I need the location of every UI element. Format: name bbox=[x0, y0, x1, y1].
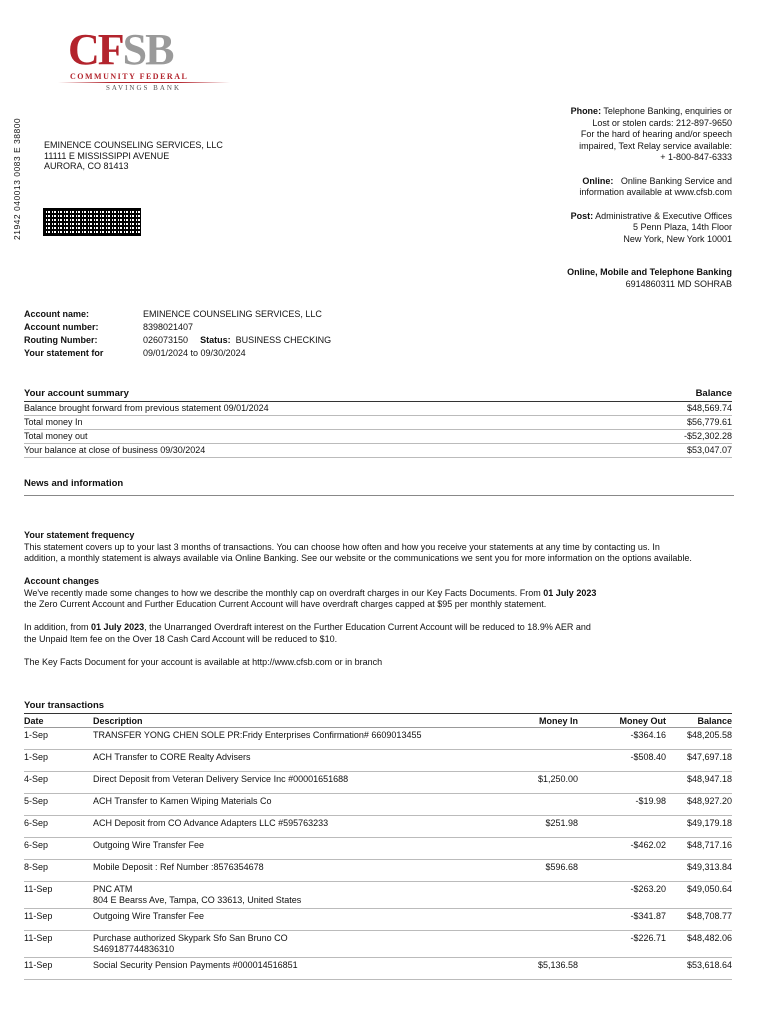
desc-line1: ACH Transfer to Kamen Wiping Materials Co bbox=[93, 796, 272, 806]
account-changes bbox=[24, 576, 736, 668]
account-status: BUSINESS CHECKING bbox=[235, 335, 332, 345]
desc-line1: Direct Deposit from Veteran Delivery Service Inc #00001651688 bbox=[93, 774, 349, 784]
cell-balance: $47,697.18 bbox=[666, 750, 732, 772]
desc-line1: TRANSFER YONG CHEN SOLE PR:Fridy Enterprises Confirmation# 6609013455 bbox=[93, 730, 422, 740]
changes-date-1: 01 July 2023 bbox=[543, 587, 597, 598]
frequency-text-1: This statement covers up to your last 3 months of transactions. You can choose how often and how you receive your statements at any time by contacting us. In bbox=[24, 541, 660, 552]
phone-label: Phone: bbox=[570, 106, 602, 116]
col-money-in: Money In bbox=[493, 714, 578, 728]
cell-out bbox=[578, 816, 666, 838]
cell-date: 8-Sep bbox=[24, 860, 93, 882]
summary-row bbox=[24, 444, 732, 458]
statement-frequency bbox=[24, 530, 736, 565]
cell-date: 1-Sep bbox=[24, 750, 93, 772]
cell-in: $251.98 bbox=[493, 816, 578, 838]
desc-line1: PNC ATM bbox=[93, 884, 133, 894]
cell-desc bbox=[93, 931, 493, 958]
phone-line5: + 1-800-847-6333 bbox=[660, 152, 732, 162]
table-row bbox=[24, 728, 732, 750]
contact-post bbox=[512, 211, 732, 246]
cell-balance: $48,927.20 bbox=[666, 794, 732, 816]
cell-balance: $48,717.16 bbox=[666, 838, 732, 860]
online-line1: Online Banking Service and bbox=[620, 175, 732, 186]
cell-out: -$364.16 bbox=[578, 728, 666, 750]
cell-desc bbox=[93, 838, 493, 860]
summary-value: $53,047.07 bbox=[686, 445, 732, 455]
table-row bbox=[24, 750, 732, 772]
cell-out: -$226.71 bbox=[578, 931, 666, 958]
cell-out: -$508.40 bbox=[578, 750, 666, 772]
changes-text-1c: the Zero Current Account and Further Education Current Account will have overdraft charges capped at $95 per monthly statement. bbox=[24, 599, 547, 609]
cell-in bbox=[493, 909, 578, 931]
post-line1: Administrative & Executive Offices bbox=[595, 210, 732, 221]
logo-rule bbox=[58, 82, 230, 83]
col-money-out: Money Out bbox=[578, 714, 666, 728]
contact-info bbox=[512, 106, 732, 290]
table-row bbox=[24, 958, 732, 980]
cell-in bbox=[493, 728, 578, 750]
phone-line1: Telephone Banking, enquiries or bbox=[603, 106, 732, 116]
cell-out: -$341.87 bbox=[578, 909, 666, 931]
changes-text-1a: We've recently made some changes to how we describe the monthly cap on overdraft charges in our Key Facts Documents. From bbox=[24, 587, 544, 598]
status-label: Status: bbox=[200, 335, 231, 345]
table-row bbox=[24, 794, 732, 816]
col-balance: Balance bbox=[666, 714, 732, 728]
account-name: EMINENCE COUNSELING SERVICES, LLC bbox=[143, 309, 322, 319]
cell-out bbox=[578, 860, 666, 882]
cell-date: 11-Sep bbox=[24, 882, 93, 909]
summary-value: -$52,302.28 bbox=[683, 431, 732, 441]
transactions-body bbox=[24, 728, 732, 980]
address-city: AURORA, CO 81413 bbox=[44, 161, 129, 171]
cell-out bbox=[578, 958, 666, 980]
desc-line1: Mobile Deposit : Ref Number :8576354678 bbox=[93, 862, 264, 872]
summary-row bbox=[24, 430, 732, 444]
cell-date: 5-Sep bbox=[24, 794, 93, 816]
cell-in: $5,136.58 bbox=[493, 958, 578, 980]
table-header bbox=[24, 714, 732, 728]
summary-row bbox=[24, 416, 732, 430]
cell-in bbox=[493, 838, 578, 860]
desc-line1: Outgoing Wire Transfer Fee bbox=[93, 911, 205, 921]
cell-in bbox=[493, 882, 578, 909]
cell-desc bbox=[93, 860, 493, 882]
cell-in: $596.68 bbox=[493, 860, 578, 882]
account-name-label: Account name: bbox=[24, 309, 90, 319]
contact-phone bbox=[512, 106, 732, 164]
table-row bbox=[24, 838, 732, 860]
desc-line2: 804 E Bearss Ave, Tampa, CO 33613, United States bbox=[93, 895, 302, 905]
postal-barcode bbox=[43, 208, 141, 236]
summary-label: Balance brought forward from previous statement 09/01/2024 bbox=[24, 403, 269, 413]
account-number: 8398021407 bbox=[143, 322, 194, 332]
online-line2: information available at www.cfsb.com bbox=[579, 187, 732, 197]
table-row bbox=[24, 909, 732, 931]
changes-text-2a: In addition, from bbox=[24, 622, 92, 632]
changes-text-2d: the Unpaid Item fee on the Over 18 Cash Card Account will be reduced to $10. bbox=[24, 633, 338, 644]
account-details bbox=[24, 308, 364, 360]
logo-cf: CF bbox=[68, 25, 123, 74]
cell-in bbox=[493, 750, 578, 772]
cell-desc bbox=[93, 728, 493, 750]
desc-line1: ACH Deposit from CO Advance Adapters LLC #595763233 bbox=[93, 818, 329, 828]
summary-row bbox=[24, 402, 732, 416]
cell-desc bbox=[93, 882, 493, 909]
cell-desc bbox=[93, 750, 493, 772]
cell-in: $1,250.00 bbox=[493, 772, 578, 794]
summary-value: $48,569.74 bbox=[686, 403, 732, 413]
transactions bbox=[24, 700, 732, 980]
summary-label: Your balance at close of business 09/30/2024 bbox=[24, 445, 206, 455]
address-name: EMINENCE COUNSELING SERVICES, LLC bbox=[44, 140, 223, 150]
phone-line4: impaired, Text Relay service available: bbox=[579, 140, 732, 151]
summary-title: Your account summary bbox=[24, 388, 129, 399]
bank-logo bbox=[40, 25, 240, 98]
statement-period-label: Your statement for bbox=[24, 348, 104, 358]
transactions-table bbox=[24, 713, 732, 980]
phone-line3: For the hard of hearing and/or speech bbox=[580, 129, 732, 139]
cell-in bbox=[493, 794, 578, 816]
desc-line2: S469187744836310 bbox=[93, 944, 175, 954]
cell-desc bbox=[93, 958, 493, 980]
cell-balance: $48,482.06 bbox=[666, 931, 732, 958]
cell-balance: $49,050.64 bbox=[666, 882, 732, 909]
cell-out: -$263.20 bbox=[578, 882, 666, 909]
summary-label: Total money out bbox=[24, 431, 88, 441]
address-street: 11111 E MISSISSIPPI AVENUE bbox=[44, 150, 170, 161]
cell-balance: $48,708.77 bbox=[666, 909, 732, 931]
cell-desc bbox=[93, 772, 493, 794]
post-label: Post: bbox=[570, 210, 594, 221]
changes-text-3: The Key Facts Document for your account is available at http://www.cfsb.com or in branch bbox=[24, 656, 383, 667]
cell-out: -$19.98 bbox=[578, 794, 666, 816]
phone-line2: Lost or stolen cards: 212-897-9650 bbox=[592, 117, 732, 128]
cell-desc bbox=[93, 794, 493, 816]
transactions-title: Your transactions bbox=[24, 700, 105, 711]
routing-number-label: Routing Number: bbox=[24, 335, 98, 345]
logo-sb: SB bbox=[122, 25, 173, 74]
table-row bbox=[24, 931, 732, 958]
routing-number: 026073150 bbox=[143, 335, 189, 345]
logo-mark bbox=[68, 25, 173, 74]
logo-line1: COMMUNITY FEDERAL bbox=[70, 72, 189, 81]
cell-in bbox=[493, 931, 578, 958]
cell-date: 11-Sep bbox=[24, 958, 93, 980]
contact-online bbox=[512, 176, 732, 199]
contact-banking bbox=[512, 267, 732, 290]
post-line2: 5 Penn Plaza, 14th Floor bbox=[632, 222, 732, 232]
account-summary bbox=[24, 388, 732, 458]
frequency-text-2: addition, a monthly statement is always available via Online Banking. See our website or the communications we sent you for more information on the options available. bbox=[24, 553, 692, 563]
desc-line1: ACH Transfer to CORE Realty Advisers bbox=[93, 752, 251, 762]
desc-line1: Purchase authorized Skypark Sfo San Bruno CO bbox=[93, 933, 288, 943]
cell-desc bbox=[93, 816, 493, 838]
vertical-mail-code: 21942 040013 0083 E 38800 bbox=[12, 117, 22, 240]
table-row bbox=[24, 816, 732, 838]
col-description: Description bbox=[93, 714, 493, 728]
table-row bbox=[24, 772, 732, 794]
cell-date: 4-Sep bbox=[24, 772, 93, 794]
desc-line1: Social Security Pension Payments #000014516851 bbox=[93, 960, 298, 970]
cell-date: 6-Sep bbox=[24, 816, 93, 838]
changes-title: Account changes bbox=[24, 576, 100, 586]
table-row bbox=[24, 860, 732, 882]
cell-balance: $48,205.58 bbox=[666, 728, 732, 750]
cell-out: -$462.02 bbox=[578, 838, 666, 860]
cell-balance: $53,618.64 bbox=[666, 958, 732, 980]
cell-balance: $48,947.18 bbox=[666, 772, 732, 794]
account-number-label: Account number: bbox=[24, 322, 99, 332]
cell-balance: $49,313.84 bbox=[666, 860, 732, 882]
cell-out bbox=[578, 772, 666, 794]
frequency-title: Your statement frequency bbox=[24, 530, 135, 540]
mailing-address bbox=[44, 140, 223, 172]
cell-date: 6-Sep bbox=[24, 838, 93, 860]
cell-date: 1-Sep bbox=[24, 728, 93, 750]
cell-balance: $49,179.18 bbox=[666, 816, 732, 838]
cell-date: 11-Sep bbox=[24, 931, 93, 958]
post-line3: New York, New York 10001 bbox=[623, 233, 732, 244]
changes-text-2c: , the Unarranged Overdraft interest on the Further Education Current Account will be reduced to 18.9% AER and bbox=[144, 622, 591, 632]
banking-label: Online, Mobile and Telephone Banking bbox=[567, 267, 732, 277]
table-row bbox=[24, 882, 732, 909]
logo-line2: SAVINGS BANK bbox=[106, 84, 182, 92]
online-label: Online: bbox=[582, 175, 614, 186]
changes-date-2: 01 July 2023 bbox=[91, 622, 145, 632]
cell-desc bbox=[93, 909, 493, 931]
statement-period: 09/01/2024 to 09/30/2024 bbox=[143, 348, 246, 358]
summary-label: Total money In bbox=[24, 417, 83, 427]
desc-line1: Outgoing Wire Transfer Fee bbox=[93, 840, 205, 850]
col-date: Date bbox=[24, 714, 93, 728]
cell-date: 11-Sep bbox=[24, 909, 93, 931]
news-title: News and information bbox=[24, 478, 734, 496]
summary-balance-header: Balance bbox=[695, 388, 732, 399]
banking-line: 6914860311 MD SOHRAB bbox=[625, 278, 732, 289]
summary-value: $56,779.61 bbox=[686, 417, 732, 427]
